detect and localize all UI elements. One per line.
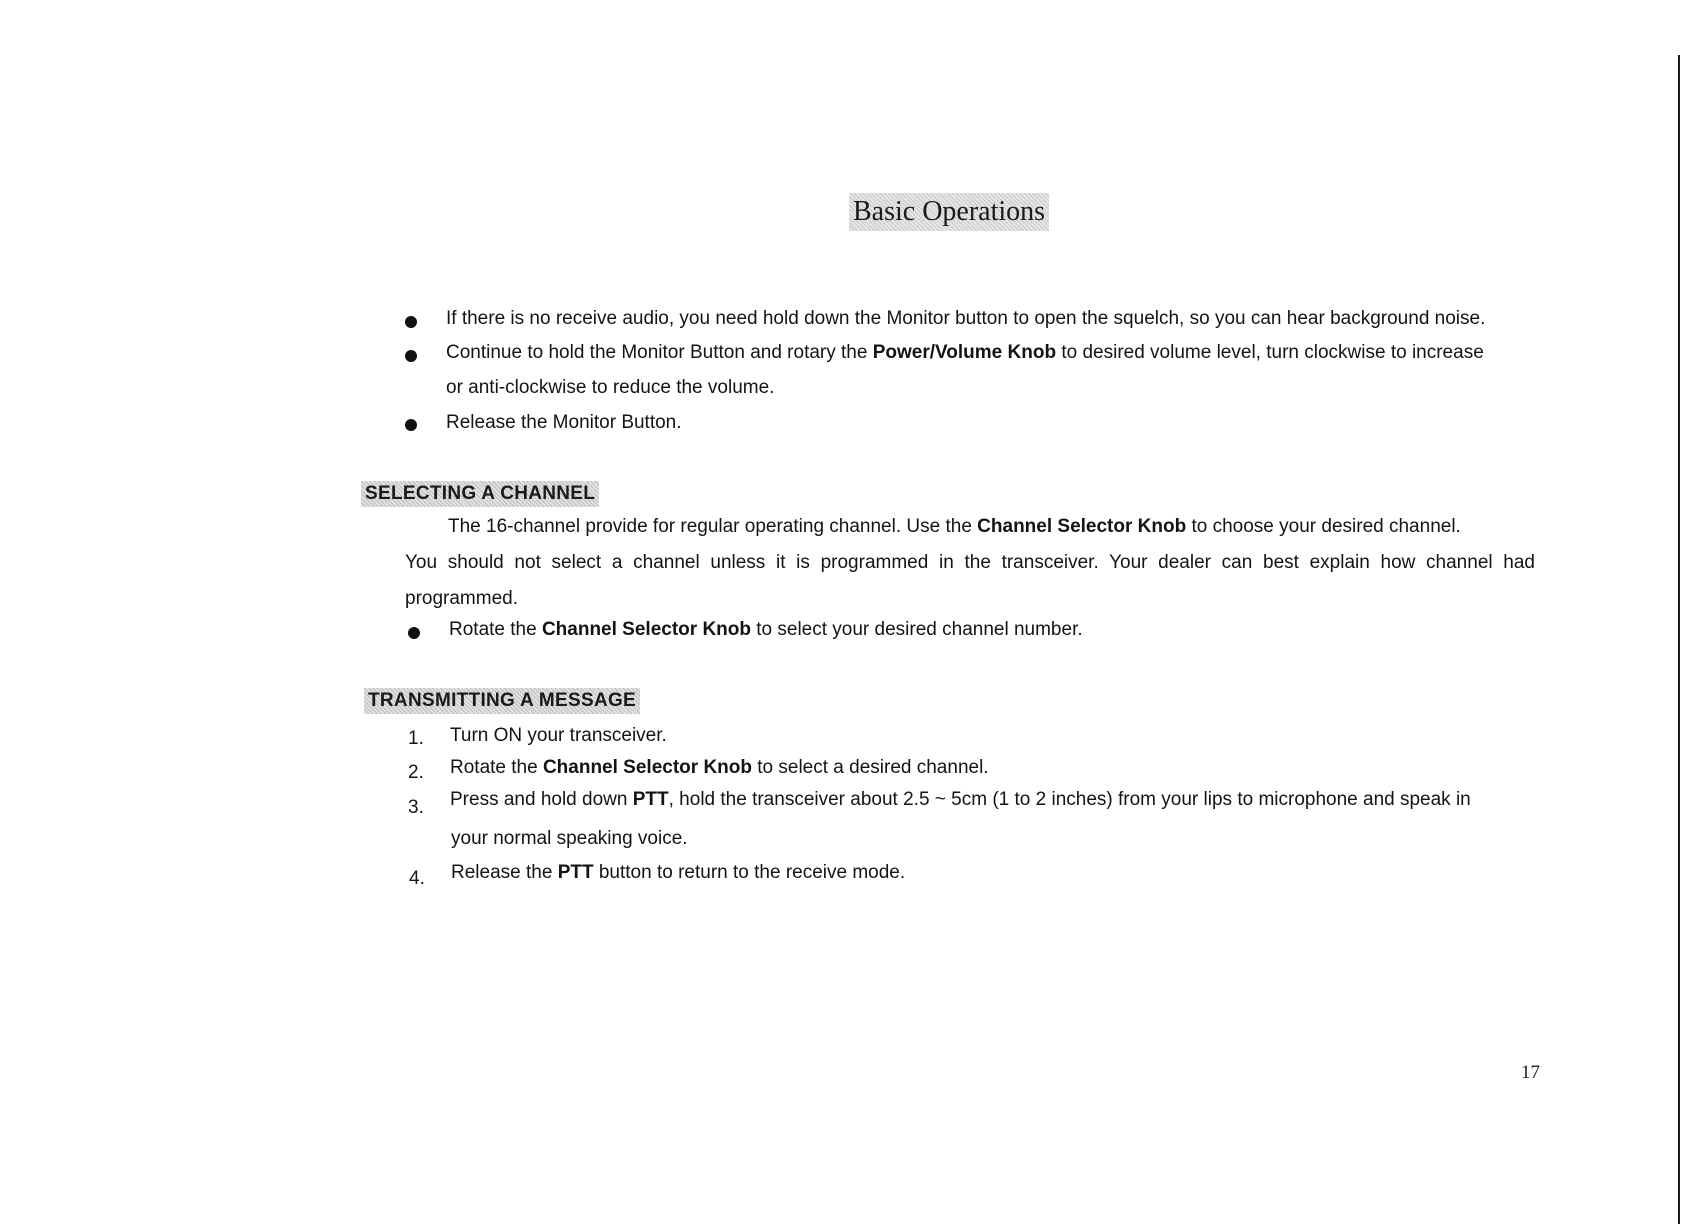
bold-term: Channel Selector Knob	[541, 619, 751, 640]
bullet-dot	[405, 350, 417, 362]
selecting-paragraph-line2: You should not select a channel unless it is programmed in the transceiver. Your dealer can best explain how channel had	[405, 552, 1535, 573]
text-segment: to select your desired channel number.	[750, 619, 1083, 640]
selecting-paragraph-line3: programmed.	[405, 588, 518, 609]
bullet-release-monitor: Release the Monitor Button.	[446, 412, 682, 433]
step-press-ptt-continued: your normal speaking voice.	[451, 828, 688, 849]
text-segment: to choose your desired channel.	[1186, 516, 1461, 537]
text-segment: Continue to hold the Monitor Button and rotary the	[446, 342, 873, 363]
selecting-paragraph-line1	[448, 515, 1461, 539]
step-number: 4.	[409, 868, 425, 889]
step-number: 1.	[408, 728, 424, 749]
text-segment: Release the	[451, 862, 558, 883]
step-press-ptt	[450, 788, 1471, 812]
step-release-ptt	[451, 861, 905, 885]
text-segment: to select a desired channel.	[751, 757, 989, 778]
text-segment: Rotate the	[449, 619, 542, 640]
bullet-dot	[408, 627, 420, 639]
step-number: 3.	[408, 797, 424, 818]
page-number: 17	[1521, 1062, 1540, 1083]
text-segment: The 16-channel provide for regular operating channel. Use the	[448, 516, 978, 537]
section-heading-transmitting: TRANSMITTING A MESSAGE	[364, 688, 640, 714]
text-segment: button to return to the receive mode.	[593, 862, 906, 883]
bold-term: Channel Selector Knob	[977, 516, 1187, 537]
bold-term: PTT	[632, 789, 669, 810]
bold-term: Channel Selector Knob	[542, 757, 752, 778]
bullet-volume-adjust	[446, 341, 1484, 365]
page-title: Basic Operations	[849, 193, 1049, 231]
bold-term: Power/Volume Knob	[872, 342, 1057, 363]
bullet-monitor-audio: If there is no receive audio, you need hold down the Monitor button to open the squelch, so you can hear background noise.	[446, 308, 1486, 329]
text-segment: Rotate the	[450, 757, 543, 778]
bullet-dot	[405, 419, 417, 431]
text-segment: , hold the transceiver about 2.5 ~ 5cm (1 to 2 inches) from your lips to microphone and speak in	[668, 789, 1471, 810]
text-segment: to desired volume level, turn clockwise to increase	[1056, 342, 1484, 363]
step-rotate-selector	[450, 756, 989, 780]
bullet-volume-adjust-continued: or anti-clockwise to reduce the volume.	[446, 377, 775, 398]
step-turn-on: Turn ON your transceiver.	[450, 725, 667, 746]
text-segment: Press and hold down	[450, 789, 633, 810]
bullet-dot	[405, 316, 417, 328]
bullet-rotate-selector	[449, 618, 1083, 642]
section-heading-selecting-channel: SELECTING A CHANNEL	[361, 481, 599, 507]
page-edge-line	[1678, 55, 1680, 1224]
bold-term: PTT	[557, 862, 594, 883]
step-number: 2.	[408, 762, 424, 783]
